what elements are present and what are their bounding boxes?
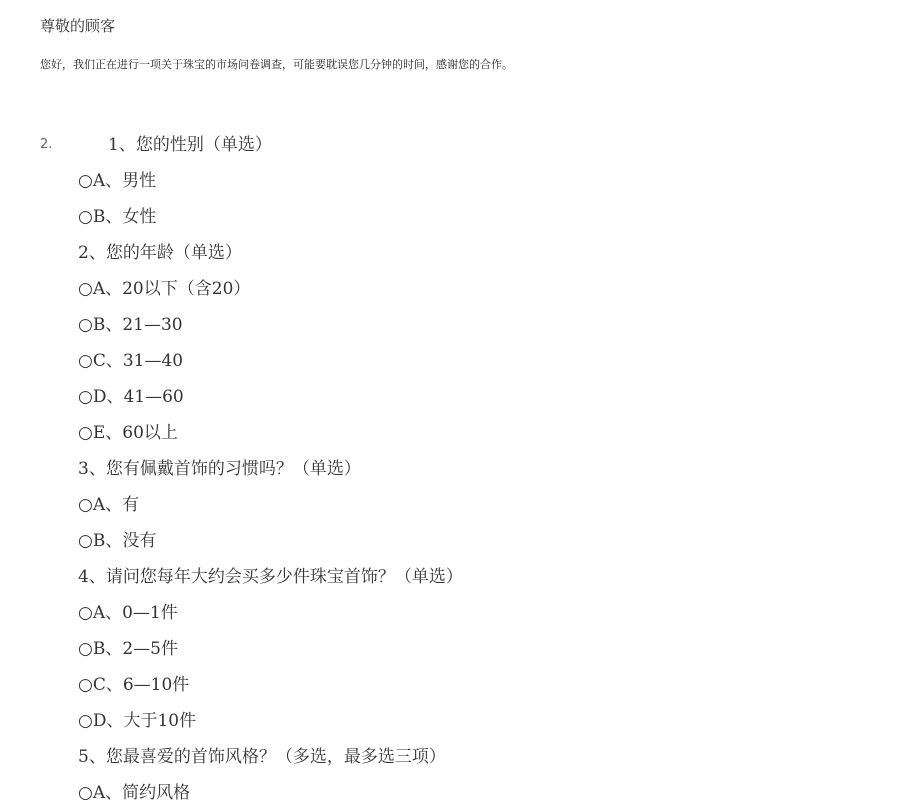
option-label: E、60以上	[92, 423, 178, 443]
radio-circle-icon[interactable]: ○	[78, 171, 93, 191]
option-item[interactable]	[78, 171, 156, 191]
question-1	[108, 135, 272, 155]
option-label: C、31—40	[92, 351, 184, 371]
question-text: 3、您有佩戴首饰的习惯吗？（单选）	[78, 459, 361, 479]
option-item[interactable]	[78, 423, 178, 443]
option-label: B、21—30	[92, 315, 183, 335]
list-number: 2.	[40, 137, 53, 152]
option-label: A、20以下（含20）	[92, 279, 251, 299]
option-label: A、简约风格	[92, 783, 191, 800]
option-label: D、大于10件	[92, 711, 197, 731]
option-label: B、没有	[92, 531, 157, 551]
radio-circle-icon[interactable]: ○	[78, 279, 93, 299]
option-item[interactable]	[78, 387, 184, 407]
radio-circle-icon[interactable]: ○	[78, 675, 93, 695]
option-item[interactable]	[78, 315, 183, 335]
option-label: B、2—5件	[92, 639, 178, 659]
option-item[interactable]	[78, 711, 196, 731]
option-label: A、男性	[92, 171, 157, 191]
radio-circle-icon[interactable]: ○	[78, 603, 93, 623]
option-item[interactable]	[78, 675, 189, 695]
radio-circle-icon[interactable]: ○	[78, 495, 93, 515]
option-item[interactable]	[78, 603, 178, 623]
question-text: 2、您的年龄（单选）	[78, 243, 242, 263]
radio-circle-icon[interactable]: ○	[78, 639, 93, 659]
question-2	[78, 243, 242, 263]
question-5	[78, 747, 446, 767]
option-label: B、女性	[92, 207, 157, 227]
option-item[interactable]	[78, 531, 156, 551]
option-item[interactable]	[78, 279, 250, 299]
radio-circle-icon[interactable]: ○	[78, 207, 93, 227]
option-label: A、有	[92, 495, 140, 515]
radio-circle-icon[interactable]: ○	[78, 423, 93, 443]
option-label: A、0—1件	[92, 603, 178, 623]
question-3	[78, 459, 361, 479]
question-text: 4、请问您每年大约会买多少件珠宝首饰？（单选）	[78, 567, 463, 587]
option-item[interactable]	[78, 495, 139, 515]
question-4	[78, 567, 463, 587]
option-item[interactable]	[78, 351, 183, 371]
option-label: D、41—60	[92, 387, 184, 407]
option-item[interactable]	[78, 783, 190, 800]
option-label: C、6—10件	[92, 675, 190, 695]
radio-circle-icon[interactable]: ○	[78, 387, 93, 407]
option-item[interactable]	[78, 207, 156, 227]
greeting-heading: 尊敬的顾客	[40, 17, 116, 35]
intro-paragraph: 您好，我们正在进行一项关于珠宝的市场问卷调查，可能要耽误您几分钟的时间，感谢您的合作。	[40, 58, 513, 71]
radio-circle-icon[interactable]: ○	[78, 351, 93, 371]
radio-circle-icon[interactable]: ○	[78, 531, 93, 551]
question-text: 1、您的性别（单选）	[108, 135, 272, 155]
radio-circle-icon[interactable]: ○	[78, 783, 93, 800]
question-text: 5、您最喜爱的首饰风格？（多选，最多选三项）	[78, 747, 446, 767]
option-item[interactable]	[78, 639, 178, 659]
radio-circle-icon[interactable]: ○	[78, 711, 93, 731]
radio-circle-icon[interactable]: ○	[78, 315, 93, 335]
